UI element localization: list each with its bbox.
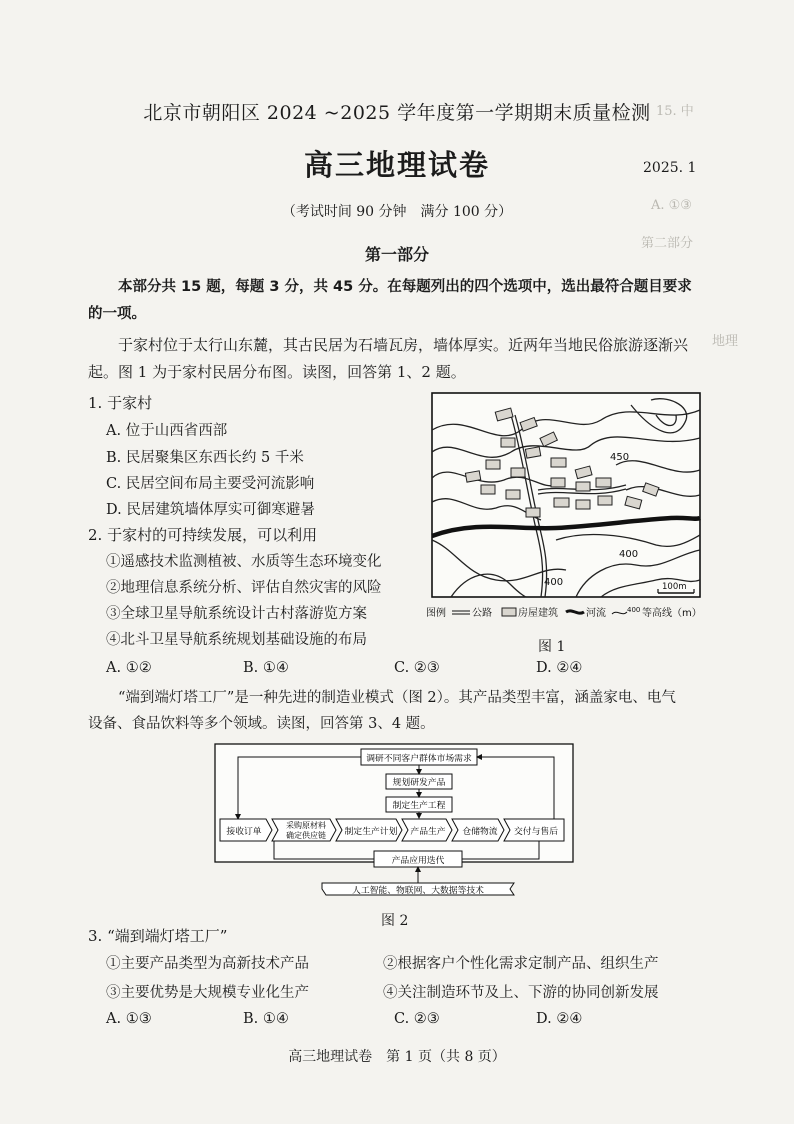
flow-label: 产品生产 bbox=[410, 827, 446, 837]
exam-date: 2025. 1 bbox=[643, 160, 697, 176]
market-research-label: 调研不同客户群体市场需求 bbox=[366, 754, 472, 764]
question-3-option-a: A. ①③ bbox=[106, 1011, 152, 1027]
legend-river-swatch bbox=[566, 611, 584, 613]
figure-1-caption: 图 1 bbox=[538, 639, 566, 655]
map-frame bbox=[432, 393, 700, 597]
question-1-stem: 1. 于家村 bbox=[88, 394, 153, 412]
rd-label: 规划研发产品 bbox=[392, 778, 446, 788]
question-2-stem: 2. 于家村的可持续发展，可以利用 bbox=[88, 526, 318, 544]
legend-house-swatch bbox=[502, 608, 516, 616]
contour-label: 400 bbox=[619, 549, 639, 560]
flow-label: 接收订单 bbox=[226, 827, 262, 837]
figure-1-map bbox=[426, 390, 716, 626]
scale-label: 100m bbox=[662, 582, 687, 592]
question-2-item: ③全球卫星导航系统设计古村落游览方案 bbox=[106, 606, 367, 622]
question-3-item: ④关注制造环节及上、下游的协同创新发展 bbox=[383, 985, 659, 1001]
question-3-option-b: B. ①④ bbox=[243, 1011, 289, 1027]
page-footer: 高三地理试卷 第 1 页（共 8 页） bbox=[288, 1049, 506, 1065]
time-info: （考试时间 90 分钟 满分 100 分） bbox=[281, 204, 513, 220]
question-2-option-a: A. ①② bbox=[106, 660, 152, 676]
question-3-option-c: C. ②③ bbox=[394, 1011, 440, 1027]
passage-2-line-2: 设备、食品饮料等多个领域。读图，回答第 3、4 题。 bbox=[88, 716, 435, 732]
contour-label: 400 bbox=[544, 577, 564, 588]
question-2-option-b: B. ①④ bbox=[243, 660, 289, 676]
show-through-text: 地理 bbox=[712, 334, 739, 349]
flow-label: 确定供应链 bbox=[286, 831, 326, 840]
legend-contour-value: 400 bbox=[627, 606, 641, 614]
legend-title: 图例 bbox=[426, 608, 446, 619]
technology-label: 人工智能、物联网、大数据等技术 bbox=[352, 886, 484, 896]
question-1-option-b: B. 民居聚集区东西长约 5 千米 bbox=[106, 450, 304, 466]
legend-river: 河流 bbox=[586, 608, 606, 619]
legend-road: 公路 bbox=[472, 608, 492, 619]
flow-label: 采购原材料 bbox=[286, 821, 326, 830]
question-1-option-c: C. 民居空间布局主要受河流影响 bbox=[106, 476, 315, 492]
exam-title: 北京市朝阳区 2024 ~2025 学年度第一学期期末质量检测 bbox=[143, 102, 651, 124]
show-through-text: 第二部分 bbox=[641, 236, 694, 251]
question-1-option-a: A. 位于山西省西部 bbox=[106, 423, 228, 439]
question-2-item: ①遥感技术监测植被、水质等生态环境变化 bbox=[106, 554, 382, 570]
question-2-item: ④北斗卫星导航系统规划基础设施的布局 bbox=[106, 632, 367, 648]
iteration-label: 产品应用迭代 bbox=[391, 856, 445, 866]
question-2-item: ②地理信息系统分析、评估自然灾害的风险 bbox=[106, 580, 382, 596]
flow-label: 制定生产计划 bbox=[344, 827, 398, 837]
flow-label: 仓储物流 bbox=[462, 827, 498, 837]
show-through-text: 15. 中 bbox=[656, 104, 694, 119]
passage-1: 于家村位于太行山东麓，其古民居为石墙瓦房，墙体厚实。近两年当地民俗旅游逐渐兴起。图 1 为于家村民居分布图。读图，回答第 1、2 题。 bbox=[88, 336, 689, 381]
question-2-option-d: D. ②④ bbox=[536, 660, 583, 676]
passage-2-line-1: “端到端灯塔工厂”是一种先进的制造业模式（图 2）。其产品类型丰富，涵盖家电、电气 bbox=[118, 690, 676, 706]
flow-label: 交付与售后 bbox=[514, 827, 558, 837]
question-3-option-d: D. ②④ bbox=[536, 1011, 583, 1027]
question-3-item: ②根据客户个性化需求定制产品、组织生产 bbox=[383, 956, 659, 972]
figure-2-caption: 图 2 bbox=[381, 913, 409, 929]
instructions: 本部分共 15 题，每题 3 分，共 45 分。在每题列出的四个选项中，选出最符合题目要求的一项。 bbox=[88, 279, 692, 322]
contour-label: 450 bbox=[610, 452, 630, 463]
part-title: 第一部分 bbox=[364, 245, 429, 264]
engineering-label: 制定生产工程 bbox=[392, 801, 446, 811]
show-through-text: A. ①③ bbox=[651, 198, 692, 213]
legend-contour: 等高线（m） bbox=[642, 608, 702, 619]
question-1-option-d: D. 民居建筑墙体厚实可御寒避暑 bbox=[106, 502, 315, 518]
figure-2-diagram bbox=[214, 743, 576, 911]
question-2-option-c: C. ②③ bbox=[394, 660, 440, 676]
page-title: 高三地理试卷 bbox=[303, 148, 490, 182]
question-3-item: ③主要优势是大规模专业化生产 bbox=[106, 985, 309, 1001]
question-3-stem: 3. “端到端灯塔工厂” bbox=[88, 927, 228, 945]
legend-house: 房屋建筑 bbox=[518, 608, 558, 619]
question-3-item: ①主要产品类型为高新技术产品 bbox=[106, 956, 309, 972]
